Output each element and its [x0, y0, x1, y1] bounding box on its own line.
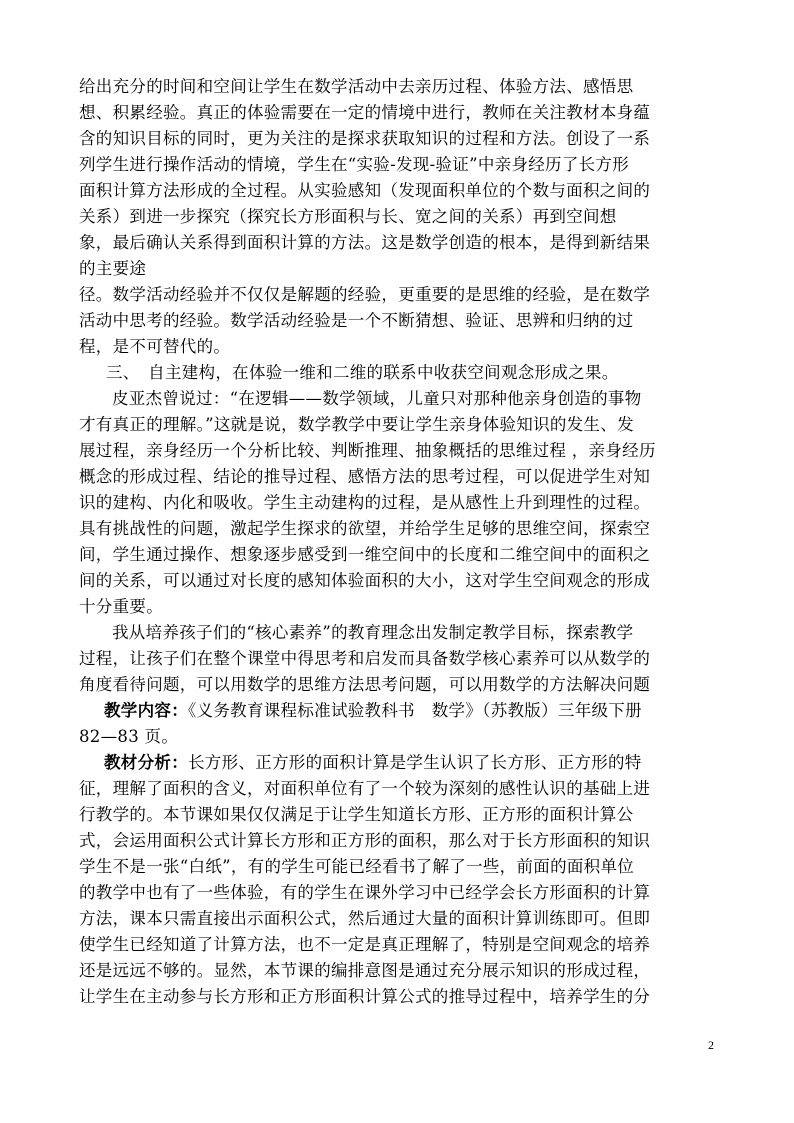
text-line: 给出充分的时间和空间让学生在数学活动中去亲历过程、体验方法、感悟思	[79, 77, 634, 96]
text-line: 才有真正的理解。”这就是说，数学教学中要让学生亲身体验知识的发生、发	[79, 415, 634, 434]
teaching-content-label: 教学内容：	[104, 701, 188, 720]
text-line: 概念的形成过程、结论的推导过程、感悟方法的思考过程，可以促进学生对知	[79, 467, 651, 486]
text-line: 象，最后确认关系得到面积计算的方法。这是数学创造的根本，是得到新结果	[79, 233, 651, 252]
material-analysis-label: 教材分析：	[104, 753, 188, 772]
text-line: 过程，让孩子们在整个课堂中得思考和启发而具备数学核心素养可以从数学的	[79, 649, 651, 668]
text-line: 列学生进行操作活动的情境，学生在“实验-发现-验证”中亲身经历了长方形	[79, 155, 630, 174]
text-line: 展过程，亲身经历一个分析比较、判断推理、抽象概括的思维过程 ，亲身经历	[79, 441, 656, 460]
text-line: 活动中思考的经验。数学活动经验是一个不断猜想、验证、思辨和归纳的过	[79, 311, 634, 330]
text-line: 还是远远不够的。显然，本节课的编排意图是通过充分展示知识的形成过程，	[79, 961, 651, 980]
text-line: 含的知识目标的同时，更为关注的是探求获取知识的过程和方法。创设了一系	[79, 129, 651, 148]
text-line: 关系）到进一步探究（探究长方形面积与长、宽之间的关系）再到空间想	[79, 207, 617, 226]
text-line: 程，是不可替代的。	[79, 337, 231, 356]
material-analysis-text: 长方形、正方形的面积计算是学生认识了长方形、正方形的特	[188, 753, 642, 772]
teaching-content-text: 《义务教育课程标准试验教科书 数学》（苏教版）三年级下册	[188, 701, 642, 720]
text-line: 间的关系，可以通过对长度的感知体验面积的大小，这对学生空间观念的形成	[79, 571, 651, 590]
text-line: 具有挑战性的问题，激起学生探求的欲望，并给学生足够的思维空间，探索空	[79, 519, 651, 538]
text-line: 行教学的。本节课如果仅仅满足于让学生知道长方形、正方形的面积计算公	[79, 805, 634, 824]
text-line: 学生不是一张“白纸”，有的学生可能已经看书了解了一些，前面的面积单位	[79, 857, 635, 876]
text-line: 的教学中也有了一些体验，有的学生在课外学习中已经学会长方形面积的计算	[79, 883, 651, 902]
text-line: 征，理解了面积的含义，对面积单位有了一个较为深刻的感性认识的基础上进	[79, 779, 651, 798]
text-line: 角度看待问题，可以用数学的思维方法思考问题，可以用数学的方法解决问题	[79, 675, 651, 694]
page-number: 2	[708, 1038, 714, 1052]
text-line: 皮亚杰曾说过：“在逻辑——数学领域，儿童只对那种他亲身创造的事物	[112, 389, 642, 408]
text-line: 让学生在主动参与长方形和正方形面积计算公式的推导过程中，培养学生的分	[79, 987, 651, 1006]
text-line: 的主要途	[79, 259, 147, 278]
text-line: 径。数学活动经验并不仅仅是解题的经验，更重要的是思维的经验，是在数学	[79, 285, 651, 304]
text-line: 方法，课本只需直接出示面积公式，然后通过大量的面积计算训练即可。但即	[79, 909, 651, 928]
text-line: 面积计算方法形成的全过程。从实验感知（发现面积单位的个数与面积之间的	[79, 181, 651, 200]
text-line: 使学生已经知道了计算方法，也不一定是真正理解了，特别是空间观念的培养	[79, 935, 651, 954]
text-line: 识的建构、内化和吸收。学生主动建构的过程，是从感性上升到理性的过程。	[79, 493, 651, 512]
text-line: 十分重要。	[79, 597, 163, 616]
text-line: 我从培养孩子们的“核心素养”的教育理念出发制定教学目标，探索教学	[112, 623, 634, 642]
material-analysis-line	[104, 751, 642, 775]
text-line: 间，学生通过操作、想象逐步感受到一维空间中的长度和二维空间中的面积之	[79, 545, 651, 564]
text-line: 式，会运用面积公式计算长方形和正方形的面积，那么对于长方形面积的知识	[79, 831, 651, 850]
teaching-content-pages: 82—83 页。	[79, 727, 179, 746]
text-line: 想、积累经验。真正的体验需要在一定的情境中进行，教师在关注教材本身蕴	[79, 103, 651, 122]
section-heading: 三、 自主建构，在体验一维和二维的联系中收获空间观念形成之果。	[106, 363, 619, 382]
teaching-content-line	[104, 699, 642, 723]
